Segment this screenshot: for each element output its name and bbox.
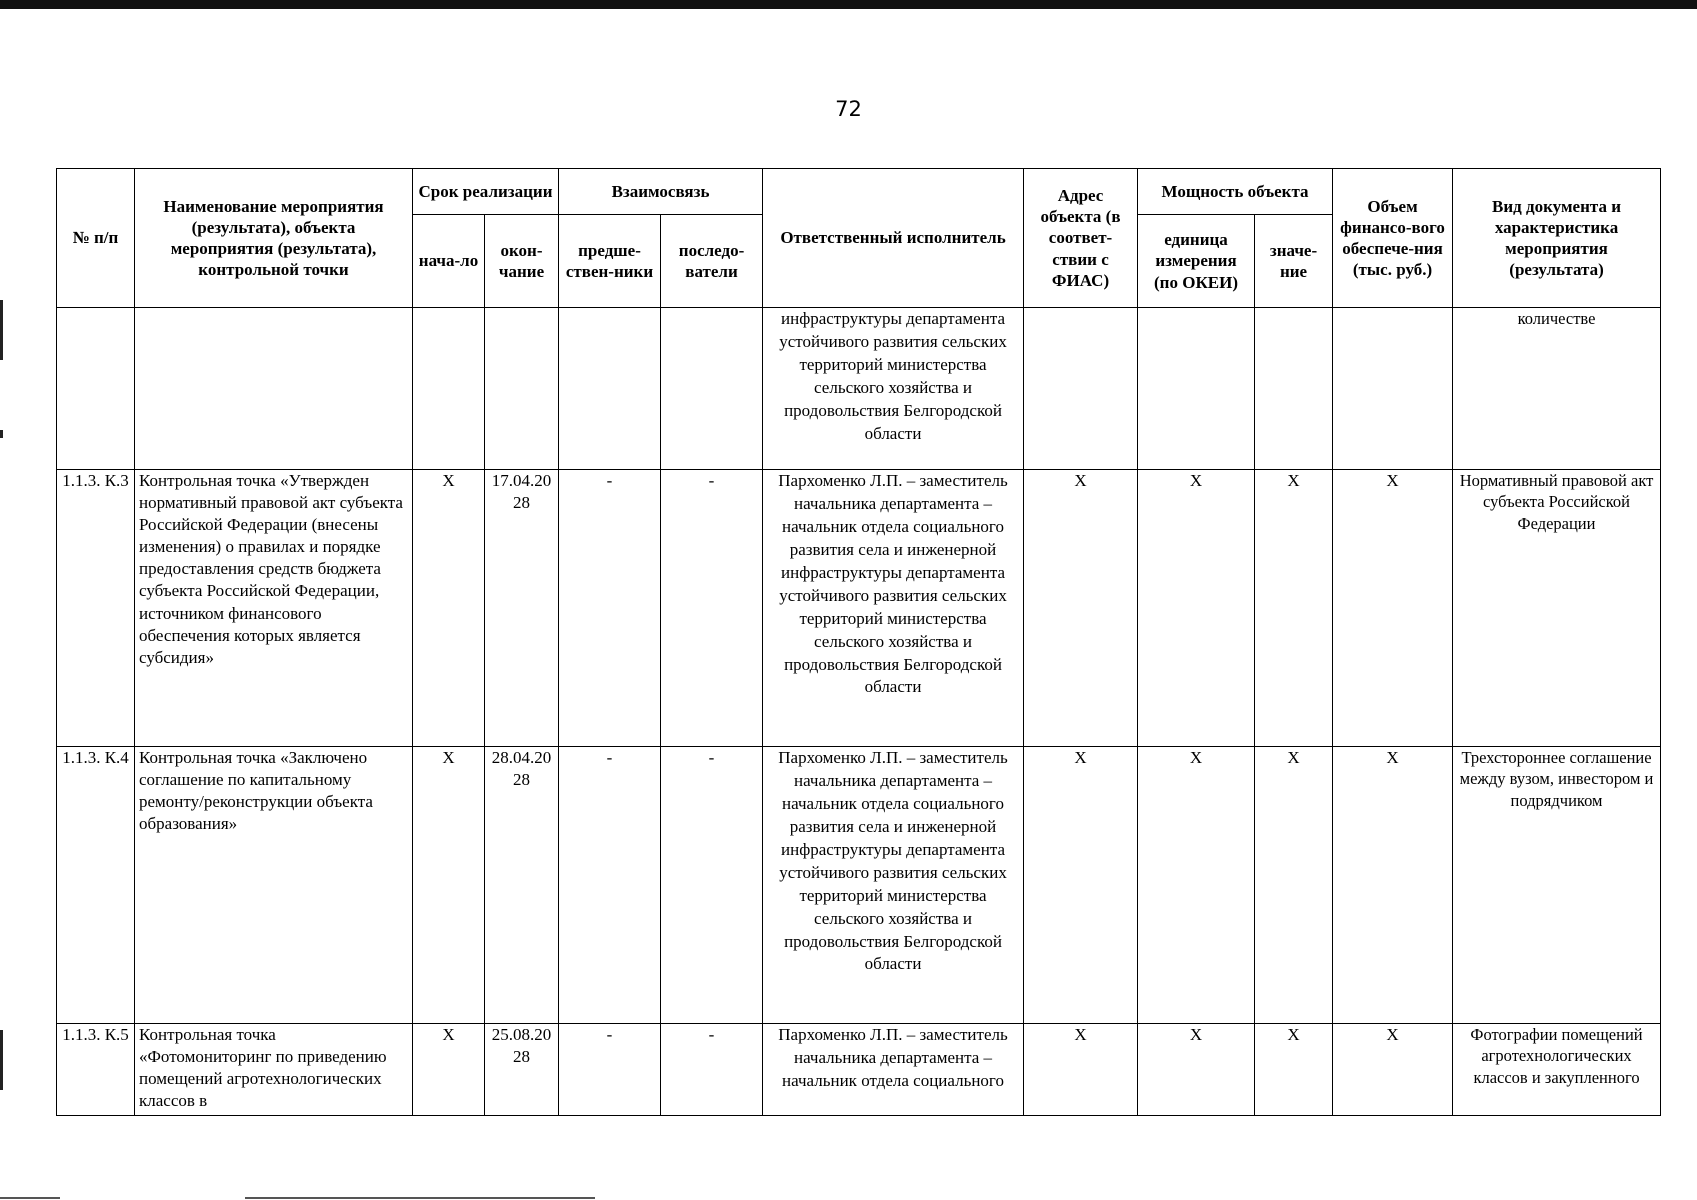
row-start: X [413, 1024, 485, 1116]
row-unit: X [1138, 747, 1255, 1024]
row-start: X [413, 747, 485, 1024]
row-responsible: Пархоменко Л.П. – заместитель начальника департамента – начальник отдела социального развития села и инженерной инфраструктуры департамента устойчивого развития сельских территорий министерства сельского хозяйства и продовольствия Белгородской области [763, 470, 1024, 747]
row-finance: X [1333, 1024, 1453, 1116]
row-value [1255, 308, 1333, 470]
row-name: Контрольная точка «Заключено соглашение по капитальному ремонту/реконструкции объекта образования» [135, 747, 413, 1024]
scan-edge-mark [0, 430, 3, 438]
scan-top-edge [0, 0, 1697, 9]
header-end: окон-чание [485, 215, 559, 308]
row-value: X [1255, 1024, 1333, 1116]
row-end: 28.04.2028 [485, 747, 559, 1024]
row-predecessors: - [559, 470, 661, 747]
row-name [135, 308, 413, 470]
row-unit: X [1138, 470, 1255, 747]
row-document: Нормативный правовой акт субъекта Российской Федерации [1453, 470, 1661, 747]
activities-table [56, 168, 1661, 1116]
header-name: Наименование мероприятия (результата), объекта мероприятия (результата), контрольной точки [135, 169, 413, 308]
header-document: Вид документа и характеристика мероприятия (результата) [1453, 169, 1661, 308]
row-unit: X [1138, 1024, 1255, 1116]
header-capacity: Мощность объекта [1138, 169, 1333, 215]
row-document: Фотографии помещений агротехнологических классов и закупленного [1453, 1024, 1661, 1116]
row-responsible: инфраструктуры департамента устойчивого развития сельских территорий министерства сельского хозяйства и продовольствия Белгородской области [763, 308, 1024, 470]
table-row [57, 308, 1661, 470]
row-document: Трехстороннее соглашение между вузом, инвестором и подрядчиком [1453, 747, 1661, 1024]
row-successors: - [661, 470, 763, 747]
row-predecessors: - [559, 1024, 661, 1116]
row-unit [1138, 308, 1255, 470]
header-responsible: Ответственный исполнитель [763, 169, 1024, 308]
row-finance: X [1333, 470, 1453, 747]
row-name: Контрольная точка «Фотомониторинг по приведению помещений агротехнологических классов в [135, 1024, 413, 1116]
row-address: X [1024, 1024, 1138, 1116]
scan-edge-mark [0, 1030, 3, 1090]
row-start [413, 308, 485, 470]
header-term: Срок реализации [413, 169, 559, 215]
header-finance: Объем финансо-вого обеспече-ния (тыс. руб.) [1333, 169, 1453, 308]
header-value: значе-ние [1255, 215, 1333, 308]
row-responsible: Пархоменко Л.П. – заместитель начальника департамента – начальник отдела социального [763, 1024, 1024, 1116]
row-number [57, 308, 135, 470]
header-num: № п/п [57, 169, 135, 308]
header-start: нача-ло [413, 215, 485, 308]
row-responsible: Пархоменко Л.П. – заместитель начальника департамента – начальник отдела социального развития села и инженерной инфраструктуры департамента устойчивого развития сельских территорий министерства сельского хозяйства и продовольствия Белгородской области [763, 747, 1024, 1024]
scan-edge-mark [0, 300, 3, 360]
row-document: количестве [1453, 308, 1661, 470]
row-predecessors [559, 308, 661, 470]
table-row [57, 747, 1661, 1024]
row-finance: X [1333, 747, 1453, 1024]
row-number: 1.1.3. К.4 [57, 747, 135, 1024]
row-end: 17.04.2028 [485, 470, 559, 747]
row-successors: - [661, 747, 763, 1024]
row-start: X [413, 470, 485, 747]
row-value: X [1255, 747, 1333, 1024]
row-finance [1333, 308, 1453, 470]
header-relation: Взаимосвязь [559, 169, 763, 215]
row-value: X [1255, 470, 1333, 747]
row-address [1024, 308, 1138, 470]
scan-bottom-edge [0, 1197, 60, 1199]
row-successors [661, 308, 763, 470]
row-end: 25.08.2028 [485, 1024, 559, 1116]
row-address: X [1024, 470, 1138, 747]
table-row [57, 470, 1661, 747]
row-successors: - [661, 1024, 763, 1116]
header-predecessors: предше-ствен-ники [559, 215, 661, 308]
row-number: 1.1.3. К.5 [57, 1024, 135, 1116]
page-number: 72 [835, 97, 862, 121]
row-name: Контрольная точка «Утвержден нормативный правовой акт субъекта Российской Федерации (внесены изменения) о правилах и порядке предоставления средств бюджета субъекта Российской Федерации, источником финансового обеспечения которых является субсидия» [135, 470, 413, 747]
header-successors: последо-ватели [661, 215, 763, 308]
header-unit: единица измерения (по ОКЕИ) [1138, 215, 1255, 308]
row-address: X [1024, 747, 1138, 1024]
row-end [485, 308, 559, 470]
row-number: 1.1.3. К.3 [57, 470, 135, 747]
scan-bottom-edge [245, 1197, 595, 1199]
table-row [57, 1024, 1661, 1116]
header-address: Адрес объекта (в соответ-ствии с ФИАС) [1024, 169, 1138, 308]
row-predecessors: - [559, 747, 661, 1024]
